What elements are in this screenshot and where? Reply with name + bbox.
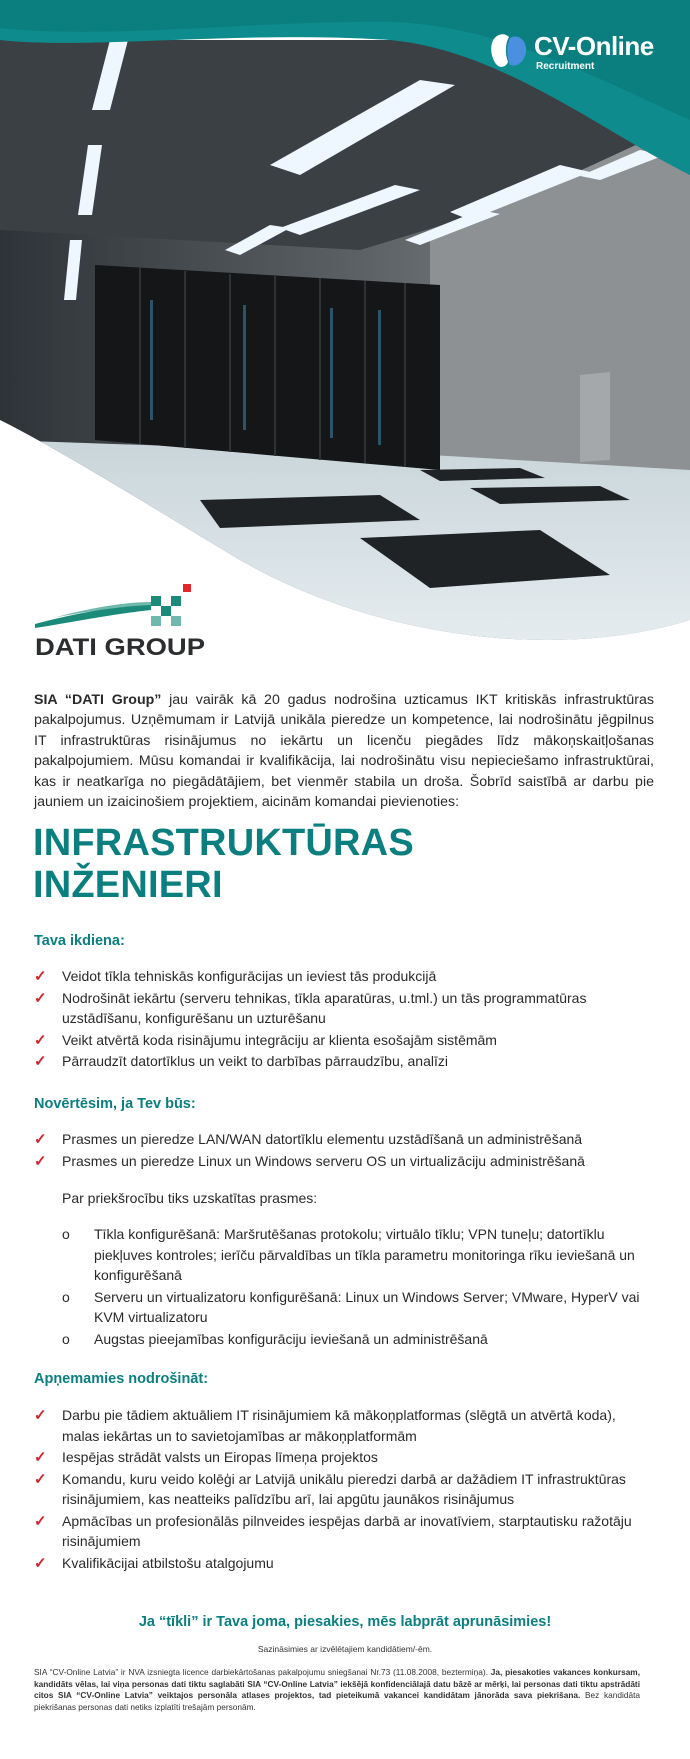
list-item: ✓ Prasmes un pieredze LAN/WAN datortīklu elementu uzstādīšanā un administrēšanā [34, 1129, 644, 1150]
requirements-list [34, 1129, 644, 1172]
job-title [33, 822, 414, 906]
check-icon: ✓ [34, 1131, 47, 1148]
circle-bullet-icon: o [62, 1288, 70, 1305]
list-item: o Serveru un virtualizatoru konfigurēšanā: Linux un Windows Server; VMware, HyperV vai KVM virtualizatoru [62, 1288, 640, 1325]
advantage-heading: Par priekšrocību tiks uzskatītas prasmes: [62, 1190, 318, 1206]
list-item: ✓ Darbu pie tādiem aktuāliem IT risinājumiem kā mākoņplatformas (slēgtā un atvērtā koda), malas iekārtas un to savietojamības ar mākoņplatformām [34, 1407, 616, 1444]
list-item: ✓ Komandu, kuru veido kolēģi ar Latvijā unikālu pieredzi darbā ar dažādiem IT infrastruktūras risinājumiem, kas neatteiks palīdzību arī, lai apgūtu jaunākos risinājumus [34, 1470, 626, 1507]
candidates-note: Sazināsimies ar izvēlētajiem kandidātiem/-ēm. [257, 1644, 433, 1654]
list-item: ✓ Apmācības un profesionālās pilnveides iespējas darbā ar inovatīviem, starptautisku ražotāju risinājumiem [34, 1512, 632, 1549]
call-to-action: Ja “tīkli” ir Tava joma, piesakies, mēs labprāt aprunāsimies! [138, 1614, 552, 1630]
daily-heading: Tava ikdiena: [34, 933, 125, 949]
circle-bullet-icon: o [62, 1330, 70, 1347]
daily-list [34, 966, 644, 1073]
intro-company: SIA “DATI Group” [34, 692, 162, 708]
dati-group-logo [33, 584, 213, 664]
list-item: ✓ Veikt atvērtā koda risinājumu integrāciju ar klienta esošajām sistēmām [34, 1030, 644, 1051]
list-item: ✓ Veidot tīkla tehniskās konfigurācijas un ieviest tās produkcijā [34, 966, 644, 987]
cv-online-subtitle: Recruitment [536, 60, 595, 72]
list-item: ✓ Prasmes un pieredze Linux un Windows serveru OS un virtualizāciju administrēšanā [34, 1151, 644, 1172]
check-icon: ✓ [34, 1512, 47, 1530]
cv-online-name: CV-Online [534, 30, 654, 61]
advantage-list [62, 1224, 642, 1350]
list-item: o Tīkla konfigurēšanā: Maršrutēšanas protokolu; virtuālo tīklu; VPN tuneļu; datortīklu piekļuves kontroles; ierīču pārvaldības un tīkla parametru monitoringa rīku ieviešanā un konfigurēšanā [62, 1226, 635, 1283]
requirements-heading: Novērtēsim, ja Tev būs: [34, 1096, 196, 1112]
job-title-line2: INŽENIERI [33, 864, 223, 906]
check-icon: ✓ [34, 1470, 47, 1488]
offer-list [34, 1405, 644, 1574]
check-icon: ✓ [34, 1449, 47, 1466]
legal-disclaimer: SIA “CV-Online Latvia” ir NVA izsniegta licence darbiekārtošanas pakalpojumu sniegšanai Nr.73 (11.08.2008, beztermiņa). Ja, piesakoties vakances konkursam, kandidāts vēlas, lai viņa personas dati tiktu saglabāti SIA “CV-Online Latvia” iekšējā konfidenciālajā datu bāzē ar mērķi, lai personas dati tiktu apstrādāti citos SIA “CV-Online Latvia” veiktajos personāla atlases projektos, tad pieteikumā vakancei kandidātam jānorāda sava piekrišana. Bez kandidāta piekrišanas personas dati netiks izplatīti trešajām personām. [34, 1667, 640, 1712]
list-item: ✓ Pārraudzīt datortīklus un veikt to darbības pārraudzību, analīzi [34, 1051, 644, 1072]
check-icon: ✓ [34, 1053, 47, 1070]
cv-online-logo-icon [488, 32, 528, 72]
dati-group-name: DATI GROUP [35, 634, 205, 661]
offer-heading: Apņemamies nodrošināt: [34, 1371, 209, 1387]
list-item: ✓ Iespējas strādāt valsts un Eiropas līmeņa projektos [34, 1447, 644, 1468]
check-icon: ✓ [34, 1407, 47, 1424]
intro-paragraph [34, 690, 654, 812]
job-title-line1: INFRASTRUKTŪRAS [33, 822, 414, 864]
list-item: o Augstas pieejamības konfigurāciju ieviešanā un administrēšanā [62, 1329, 642, 1350]
check-icon: ✓ [34, 1031, 47, 1049]
cv-online-logo [488, 32, 654, 72]
list-item: ✓ Kvalifikācijai atbilstošu atalgojumu [34, 1553, 644, 1574]
intro-text: jau vairāk kā 20 gadus nodrošina uzticamus IKT kritiskās infrastruktūras pakalpojumus. Uzņēmumam ir Latvijā unikāla pieredze un kompetence, lai nodrošinātu jēgpilnus IT infrastruktūras risinājumus no iekārtu un licenču piegādes līdz mākoņskaitļošanas pakalpojumiem. Mūsu komandai ir kvalifikācija, lai nodrošinātu visu nepieciešamo infrastruktūrai, kas ir neatkarīga no piegādātājiem, bet vienmēr stabila un droša. Šobrīd saistībā ar darbu pie jauniem un izaicinošiem projektiem, aicinām komandai pievienoties: [34, 692, 654, 811]
check-icon: ✓ [34, 1554, 47, 1572]
check-icon: ✓ [34, 1152, 47, 1170]
hero-image [0, 0, 690, 660]
check-icon: ✓ [34, 968, 47, 985]
check-icon: ✓ [34, 989, 47, 1007]
list-item: ✓ Nodrošināt iekārtu (serveru tehnikas, tīkla aparatūras, u.tml.) un tās programmatūras uzstādīšanu, konfigurēšanu un uzturēšanu [34, 989, 587, 1026]
circle-bullet-icon: o [62, 1226, 70, 1242]
